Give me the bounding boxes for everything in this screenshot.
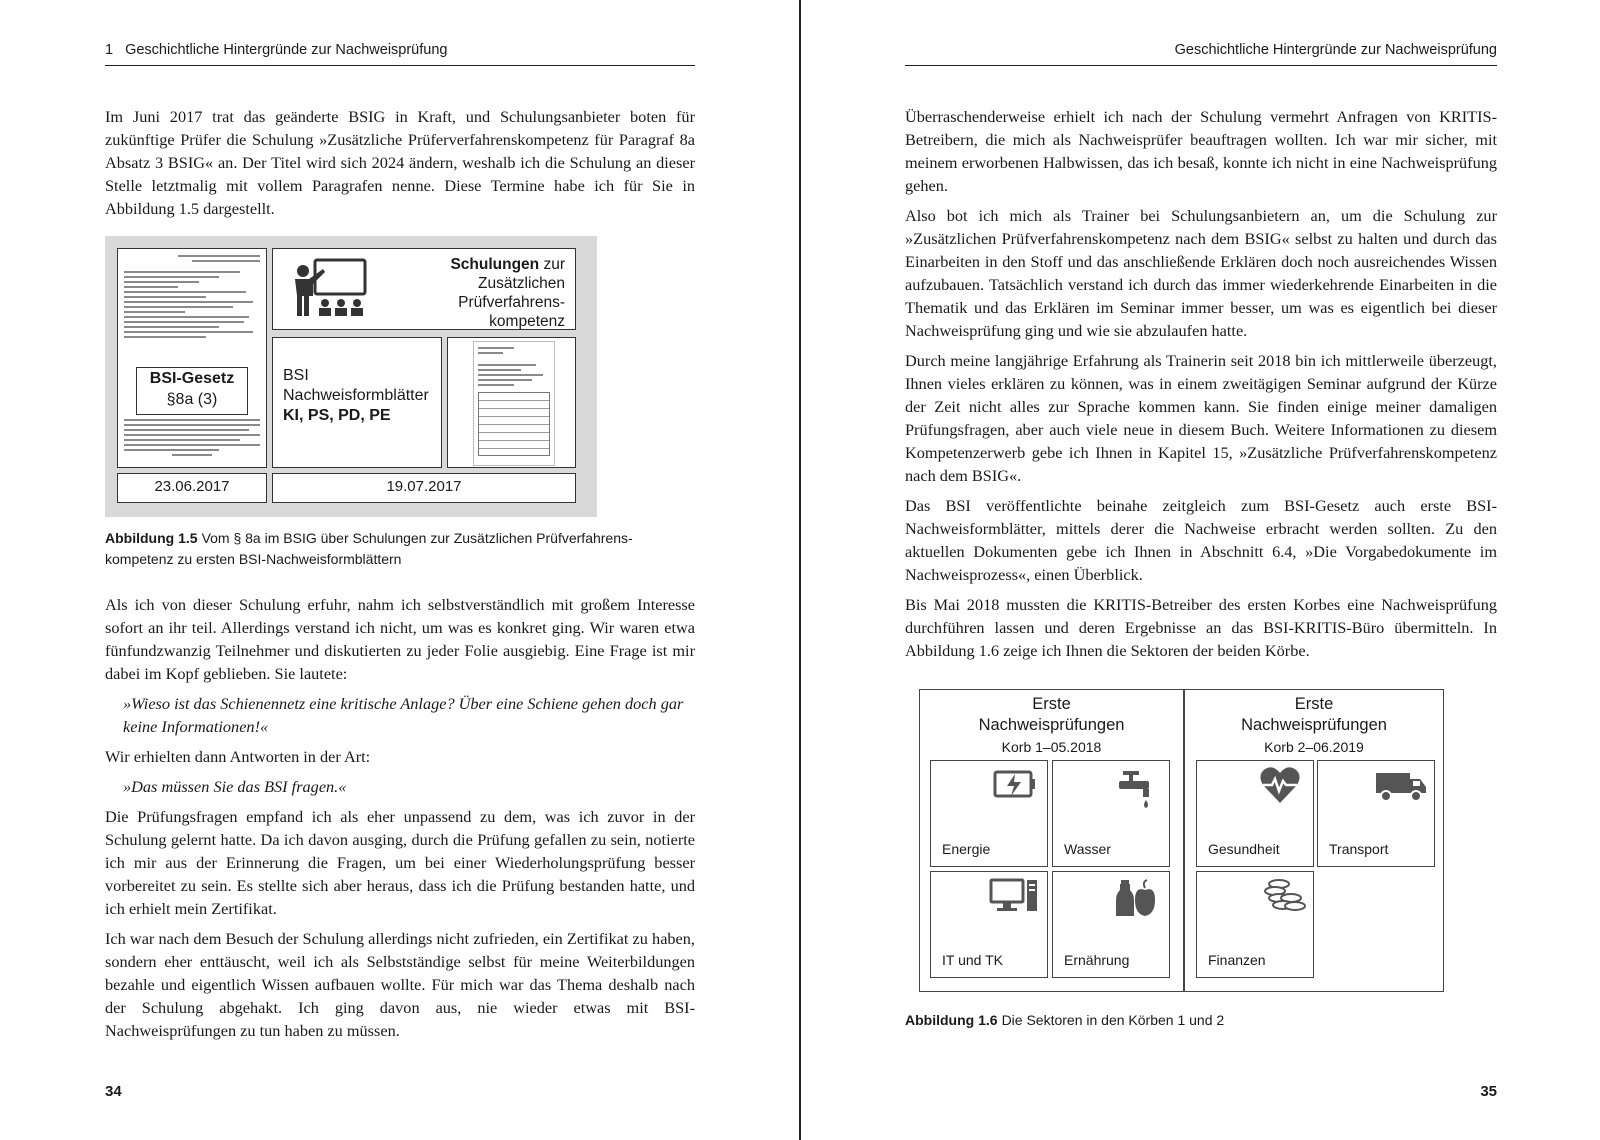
sector-label: Wasser bbox=[1064, 841, 1111, 857]
caption-label: Abbildung 1.5 bbox=[105, 530, 198, 546]
sector-it bbox=[930, 871, 1048, 978]
chapter-number: 1 bbox=[105, 42, 114, 58]
sector-label: Energie bbox=[942, 841, 991, 857]
coins-icon bbox=[1263, 876, 1307, 914]
caption-label: Abbildung 1.6 bbox=[905, 1012, 998, 1028]
bsi-formblaetter-label bbox=[283, 366, 429, 426]
paragraph: Die Prüfungsfragen empfand ich als eher unpassend zu dem, was ich zuvor in der Schulung gelernt hatte. Da ich davon ausging, durch die Prüfung gefallen zu sein, notierte ich mir aus der Erinnerung die Fragen, um bei einer Wiederholungsprüfung besser vorbereitet zu sein. Es stellte sich aber heraus, dass ich die Prüfung bestanden hatte, und ich erhielt mein Zertifikat. bbox=[105, 807, 695, 918]
schulungen-line2: Zusätzlichen bbox=[477, 275, 565, 292]
sector-finanzen bbox=[1196, 871, 1314, 978]
figure-1-5 bbox=[105, 236, 597, 517]
bsi-line1: BSI bbox=[283, 367, 309, 384]
schulungen-box bbox=[272, 248, 576, 330]
intro-text bbox=[105, 105, 695, 227]
sector-transport bbox=[1317, 760, 1435, 867]
korb-1-title-line2: Nachweisprüfungen bbox=[978, 716, 1125, 734]
korb-2-title bbox=[1185, 694, 1443, 736]
computer-icon bbox=[989, 878, 1039, 914]
paragraph: Wir erhielten dann Antworten in der Art: bbox=[105, 747, 371, 766]
sector-energie bbox=[930, 760, 1048, 867]
quote: »Wieso ist das Schienennetz eine kritische Anlage? Über eine Schiene gehen doch gar keine Informationen!« bbox=[123, 694, 684, 736]
food-icon bbox=[1115, 878, 1159, 918]
bsi-line3: KI, PS, PD, PE bbox=[283, 407, 391, 424]
schulungen-label bbox=[450, 255, 565, 331]
korb-1-title bbox=[920, 694, 1183, 736]
korb-2 bbox=[1184, 689, 1444, 992]
bsig-title: BSI-Gesetz bbox=[149, 370, 235, 387]
korb-2-title-line2: Nachweisprüfungen bbox=[1241, 716, 1387, 734]
paragraph: Bis Mai 2018 mussten die KRITIS-Betreiber des ersten Korbes eine Nachweisprüfung durchführen lassen und deren Ergebnisse an das BSI-KRITIS-Büro übermitteln. In Abbildung 1.6 zeige ich Ihnen die Sektoren der beiden Körbe. bbox=[905, 595, 1497, 660]
book-spine bbox=[799, 0, 801, 1140]
chapter-title: Geschichtliche Hintergründe zur Nachweisprüfung bbox=[125, 42, 448, 58]
bsig-paragraph: §8a (3) bbox=[166, 391, 218, 408]
korb-1 bbox=[919, 689, 1184, 992]
form-document-thumbnail bbox=[447, 337, 576, 468]
sector-label: Transport bbox=[1329, 841, 1389, 857]
water-tap-icon bbox=[1117, 767, 1157, 811]
paragraph: Als ich von dieser Schulung erfuhr, nahm ich selbstverständlich mit großem Interesse sofort an ihr teil. Allerdings verstand ich nicht, um was es konkret ging. Wir waren etwa fünfundzwanzig Teilnehmer und diskutierten zu jeder Folie ausgiebig. Eine Frage ist mir dabei im Kopf geblieben. Sie lautete: bbox=[105, 595, 695, 683]
caption-text: Vom § 8a im BSIG über Schulungen zur Zusätzlichen Prüfverfahrens-kompetenz zu ersten BSI-Nachweisformblättern bbox=[105, 530, 633, 567]
schulungen-bold: Schulungen bbox=[450, 256, 540, 273]
right-page bbox=[905, 0, 1497, 1140]
trainer-presentation-icon bbox=[291, 257, 371, 323]
date-box-1 bbox=[117, 473, 267, 503]
bsi-line2: Nachweisformblätter bbox=[283, 387, 429, 404]
date-box-2 bbox=[272, 473, 576, 503]
paragraph: Durch meine langjährige Erfahrung als Trainerin seit 2018 bin ich mittlerweile überzeugt, Ihnen vieles erklären zu können, was in einem zweitägigen Seminar aufgrund der Kürze der Zeit nicht alles zur Sprache kommen kann. Sie finden einige meiner damaligen Prüfungsfragen, aber auch viele neue in diesem Buch. Weitere Informationen zu diesem Kompetenzerwerb gebe ich Ihnen in Kapitel 15, »Zusätzliche Prüfverfahrenskompetenz nach dem BSIG«. bbox=[905, 351, 1497, 485]
bsig-document-thumbnail bbox=[117, 248, 267, 468]
caption-text: Die Sektoren in den Körben 1 und 2 bbox=[1001, 1012, 1225, 1028]
bsi-formblaetter-box bbox=[272, 337, 442, 468]
left-page bbox=[105, 0, 695, 1140]
schulungen-line4: kompetenz bbox=[489, 313, 565, 330]
figure-1-6-caption bbox=[905, 1010, 1465, 1031]
battery-icon bbox=[993, 769, 1037, 799]
heart-pulse-icon bbox=[1259, 765, 1301, 805]
paragraph: Überraschenderweise erhielt ich nach der Schulung vermehrt Anfragen von KRITIS-Betreibern, die mich als Nachweisprüfer beauftragen wollten. Ich war mir sicher, mit meinem erworbenen Halbwissen, das ich besaß, konnte ich nicht in eine Nachweisprüfung gehen. bbox=[905, 107, 1497, 195]
form-table bbox=[478, 392, 550, 456]
truck-icon bbox=[1374, 769, 1428, 803]
schulungen-line3: Prüfverfahrens- bbox=[458, 294, 565, 311]
page-number: 34 bbox=[105, 1083, 122, 1100]
sector-wasser bbox=[1052, 760, 1170, 867]
korb-1-subtitle: Korb 1–05.2018 bbox=[1001, 739, 1102, 755]
main-text bbox=[905, 105, 1497, 669]
paragraph: Das BSI veröffentlichte beinahe zeitgleich zum BSI-Gesetz auch erste BSI-Nachweisformblätter, mittels derer die Nachweise erbracht werden sollten. Zu den aktuellen Dokumenten gebe ich Ihnen in Abschnitt 6.4, »Die Vorgabedokumente im Nachweisprozess«, einen Überblick. bbox=[905, 496, 1497, 584]
main-text bbox=[105, 593, 695, 1049]
bsig-label bbox=[136, 367, 248, 415]
figure-1-5-caption bbox=[105, 528, 665, 570]
paragraph: Im Juni 2017 trat das geänderte BSIG in Kraft, und Schulungsanbieter boten für zukünftige Prüfer die Schulung »Zusätzliche Prüferverfahrenskompetenz für Paragraf 8a Absatz 3 BSIG« an. Der Titel wird sich 2024 ändern, weshalb ich die Schulung an dieser Stelle letztmalig mit vollem Paragrafen nenne. Diese Termine habe ich für Sie in Abbildung 1.5 dargestellt. bbox=[105, 107, 695, 218]
korb-2-title-line1: Erste bbox=[1294, 695, 1334, 713]
sector-label: Ernährung bbox=[1064, 952, 1130, 968]
sector-gesundheit bbox=[1196, 760, 1314, 867]
korb-2-subtitle: Korb 2–06.2019 bbox=[1264, 739, 1364, 755]
schulungen-rest: zur bbox=[539, 256, 565, 273]
quote: »Das müssen Sie das BSI fragen.« bbox=[123, 777, 347, 796]
date-2: 19.07.2017 bbox=[386, 478, 462, 495]
running-head bbox=[105, 42, 695, 66]
date-1: 23.06.2017 bbox=[154, 478, 230, 495]
paragraph: Also bot ich mich als Trainer bei Schulungsanbietern an, um die Schulung zur »Zusätzlichen Prüfverfahrenskompetenz nach dem BSIG« selbst zu halten und durch das Einarbeiten in den Stoff und das anschließende Erklären doch noch ausreichendes Wissen aufzubauen. Tatsächlich verstand ich durch das immer wiederkehrende Einarbeiten in die Thematik und das Erklären im Seminar immer besser, um was es eigentlich bei dieser Nachweisprüfung ging und wie sie abzulaufen hatte. bbox=[905, 206, 1497, 340]
korb-1-title-line1: Erste bbox=[1032, 695, 1071, 713]
paragraph: Ich war nach dem Besuch der Schulung allerdings nicht zufrieden, ein Zertifikat zu haben, sondern eher enttäuscht, weil ich als Selbstständige selbst für meine Weiterbildungen bezahle und eigentlich Wissen aufbauen wollte. Für mich war das Thema deshalb nach der Schulung abgehakt. Ich ging davon aus, nie wieder etwas mit BSI-Nachweisprüfungen zu tun haben zu müssen. bbox=[105, 929, 695, 1040]
chapter-title: Geschichtliche Hintergründe zur Nachweisprüfung bbox=[1174, 42, 1497, 58]
sector-label: Gesundheit bbox=[1208, 841, 1280, 857]
running-head bbox=[905, 42, 1497, 66]
form-page bbox=[473, 341, 555, 466]
sector-ernaehrung bbox=[1052, 871, 1170, 978]
sector-label: Finanzen bbox=[1208, 952, 1266, 968]
page-number: 35 bbox=[1480, 1083, 1497, 1100]
sector-label: IT und TK bbox=[942, 952, 1003, 968]
